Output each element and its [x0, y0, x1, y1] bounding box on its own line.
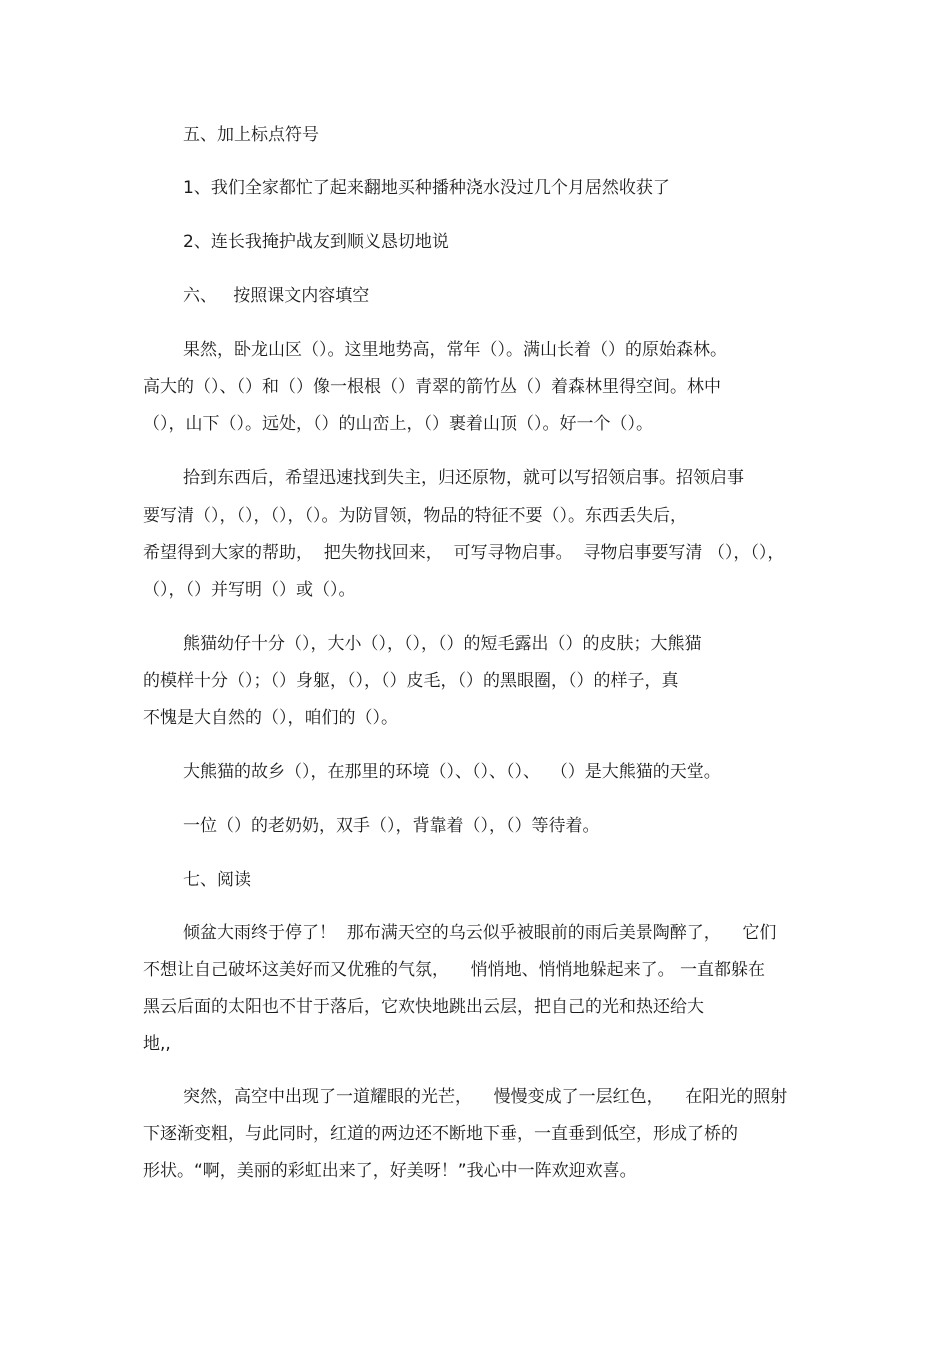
paragraph-notice-line-3: 希望得到大家的帮助， 把失物找回来， 可写寻物启事。 寻物启事要写清 （），（）， — [143, 543, 785, 563]
section-6-heading: 六、 按照课文内容填空 — [183, 286, 370, 306]
paragraph-grandma-line-1: 一位（）的老奶奶，双手（），背靠着（），（）等待着。 — [183, 816, 600, 836]
paragraph-panda-line-3: 不愧是大自然的（），咱们的（）。 — [143, 708, 398, 728]
paragraph-panda-line-2: 的模样十分（）；（）身躯，（），（）皮毛，（）的黑眼圈，（）的样子，真 — [143, 671, 679, 691]
section-5-item-2: 2、连长我掩护战友到顺义恳切地说 — [183, 232, 449, 252]
paragraph-wolong-line-2: 高大的（）、（）和（）像一根根（）青翠的箭竹丛（）着森林里得空间。林中 — [143, 377, 721, 397]
reading-para-1-line-3: 黑云后面的太阳也不甘于落后，它欢快地跳出云层，把自己的光和热还给大 — [143, 997, 704, 1017]
reading-para-2-line-3: 形状。“啊，美丽的彩虹出来了，好美呀！”我心中一阵欢迎欢喜。 — [143, 1161, 637, 1181]
section-5-item-1: 1、我们全家都忙了起来翻地买种播种浇水没过几个月居然收获了 — [183, 178, 670, 198]
reading-para-1-line-2: 不想让自己破坏这美好而又优雅的气氛， 悄悄地、悄悄地躲起来了。 一直都躲在 — [143, 960, 766, 980]
reading-para-1-line-4: 地,, — [143, 1034, 171, 1054]
paragraph-hometown-line-1: 大熊猫的故乡（），在那里的环境（）、（）、（）、 （）是大熊猫的天堂。 — [183, 762, 721, 782]
section-7-heading: 七、阅读 — [183, 870, 251, 890]
reading-para-1-line-1: 倾盆大雨终于停了！ 那布满天空的乌云似乎被眼前的雨后美景陶醉了， 它们 — [183, 923, 777, 943]
paragraph-wolong-line-1: 果然，卧龙山区（）。这里地势高，常年（）。满山长着（）的原始森林。 — [183, 340, 727, 360]
paragraph-notice-line-2: 要写清（），（），（），（）。为防冒领，物品的特征不要（）。东西丢失后， — [143, 506, 687, 526]
reading-para-2-line-2: 下逐渐变粗，与此同时，红道的两边还不断地下垂，一直垂到低空，形成了桥的 — [143, 1124, 738, 1144]
paragraph-wolong-line-3: （），山下（）。远处，（）的山峦上，（）裹着山顶（）。好一个（）。 — [143, 414, 653, 434]
paragraph-notice-line-1: 拾到东西后，希望迅速找到失主，归还原物，就可以写招领启事。招领启事 — [183, 468, 744, 488]
reading-para-2-line-1: 突然，高空中出现了一道耀眼的光芒， 慢慢变成了一层红色， 在阳光的照射 — [183, 1087, 788, 1107]
paragraph-notice-line-4: （），（）并写明（）或（）。 — [143, 580, 356, 600]
section-5-heading: 五、加上标点符号 — [183, 125, 319, 145]
paragraph-panda-line-1: 熊猫幼仔十分（），大小（），（），（）的短毛露出（）的皮肤；大熊猫 — [183, 634, 702, 654]
